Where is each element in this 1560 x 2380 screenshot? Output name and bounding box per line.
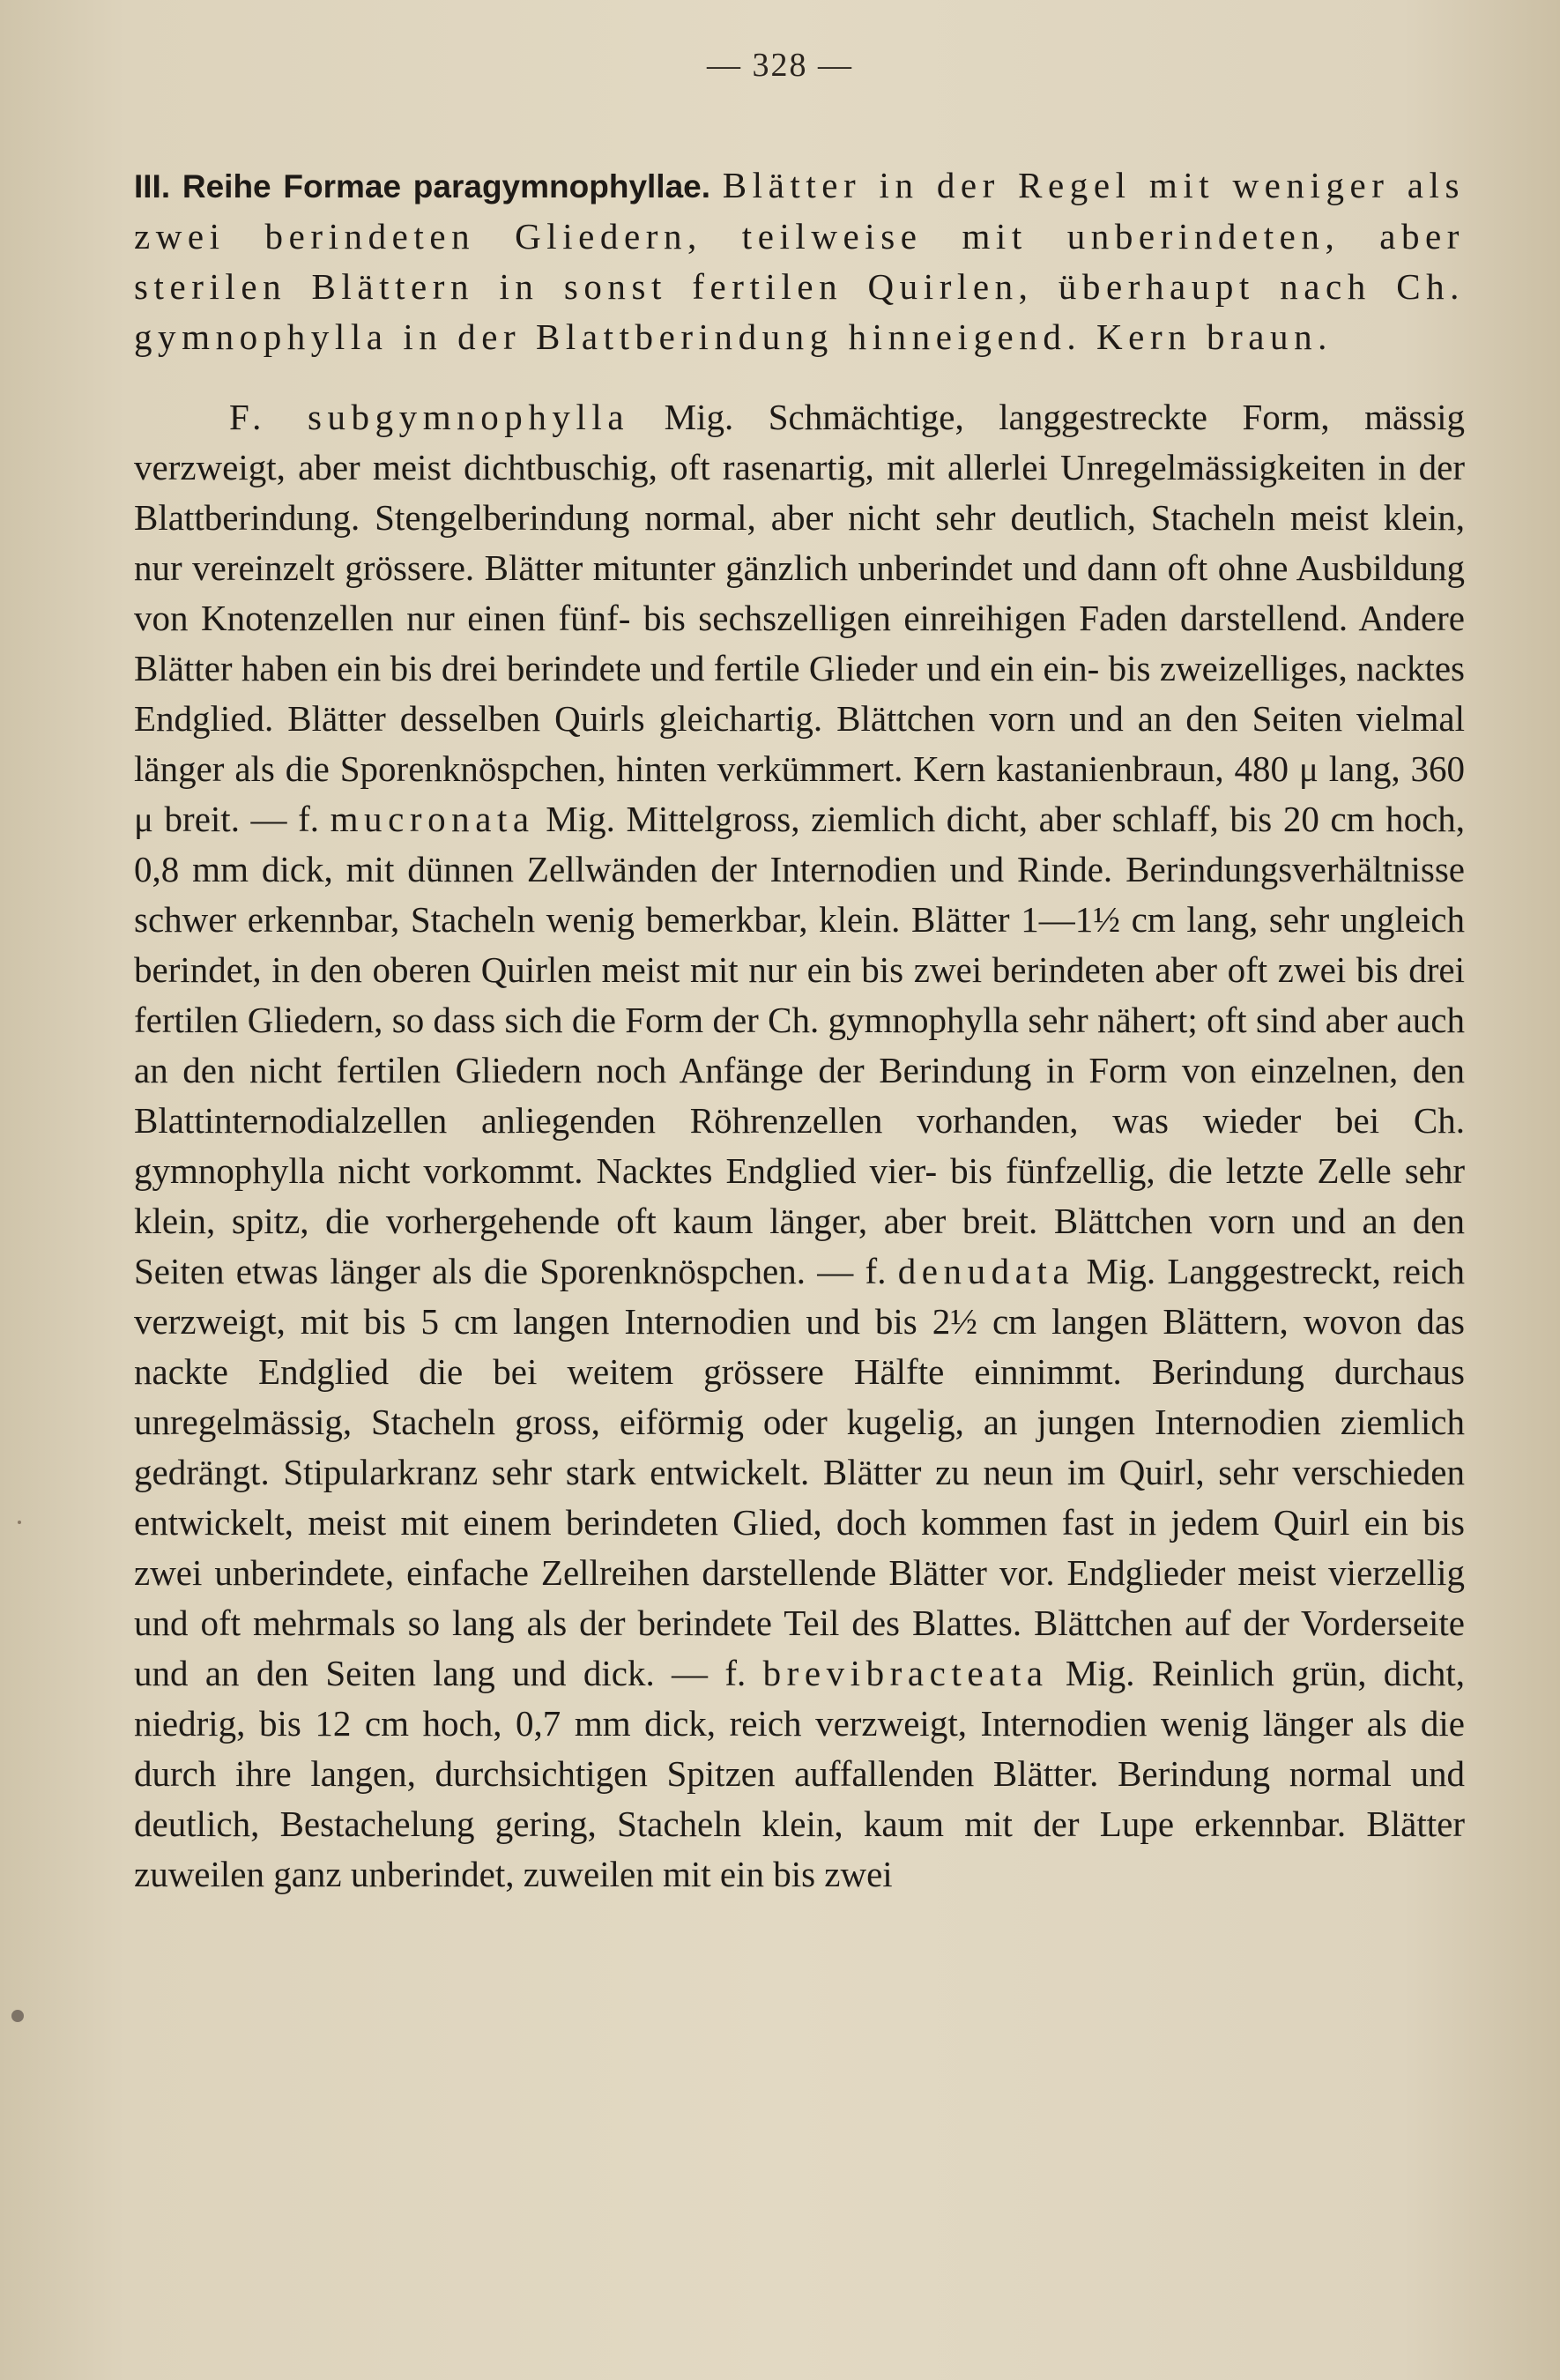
form-name-subgymnophylla: F. subgymnophylla xyxy=(229,397,630,437)
paragraph-forms xyxy=(134,392,1465,1900)
paragraph-series-heading xyxy=(134,160,1465,362)
section-heading: III. Reihe Formae paragymnophyllae. xyxy=(134,168,711,205)
form-name-mucronata: mucronata xyxy=(330,799,535,839)
page-body xyxy=(134,160,1465,1900)
form-text-denudata: Mig. Langgestreckt, reich verzweigt, mit bis 5 cm langen Internodien und bis 2½ cm langen Blättern, wovon das nackte Endglied die bei weitem grössere Hälfte einnimmt. Berindung durchaus unregelmässig, Stacheln gross, eiförmig oder kugelig, an jungen Internodien ziemlich gedrängt. Stipularkranz sehr stark entwickelt. Blätter zu neun im Quirl, sehr verschieden entwickelt, meist mit einem berindeten Glied, doch kommen fast in jedem Quirl ein bis zwei unberindete, einfache Zellreihen darstellende Blätter vor. Endglieder meist vierzellig und oft mehrmals so lang als der berindete Teil des Blattes. Blättchen auf der Vorderseite und an den Seiten lang und dick. — f. xyxy=(134,1251,1466,1693)
form-text-mucronata: Mig. Mittelgross, ziemlich dicht, aber schlaff, bis 20 cm hoch, 0,8 mm dick, mit dünnen Zellwänden der Internodien und Rinde. Berindungsverhältnisse schwer erkennbar, Stacheln wenig bemerkbar, klein. Blätter 1—1½ cm lang, sehr ungleich berindet, in den oberen Quirlen meist mit nur ein bis zwei berindeten aber oft zwei bis drei fertilen Gliedern, so dass sich die Form der Ch. gymnophylla sehr nähert; oft sind aber auch an den nicht fertilen Gliedern noch Anfänge der Berindung in Form von einzelnen, den Blattinternodialzellen anliegenden Röhrenzellen vorhanden, was wieder bei Ch. gymnophylla nicht vorkommt. Nacktes Endglied vier- bis fünfzellig, die letzte Zelle sehr klein, spitz, die vorhergehende oft kaum länger, aber breit. Blättchen vorn und an den Seiten etwas länger als die Sporenknöspchen. — f. xyxy=(134,799,1466,1291)
form-name-denudata: denudata xyxy=(897,1251,1075,1291)
section-description: Blätter in der Regel mit weniger als zwei berindeten Gliedern, teilweise mit unberindeten, aber sterilen Blättern in sonst fertilen Quirlen, überhaupt nach Ch. gymnophylla in der Blattberindung hinneigend. Kern braun. xyxy=(134,165,1465,357)
page-number: — 328 — xyxy=(707,47,853,84)
ink-spot xyxy=(11,2010,24,2022)
form-name-brevibracteata: brevibracteata xyxy=(762,1653,1049,1693)
form-text-subgymnophylla: Mig. Schmächtige, langgestreckte Form, mässig verzweigt, aber meist dichtbuschig, oft rasenartig, mit allerlei Unregelmässigkeiten in der Blattberindung. Stengelberindung normal, aber nicht sehr deutlich, Stacheln meist klein, nur vereinzelt grössere. Blätter mitunter gänzlich unberindet und dann oft ohne Ausbildung von Knotenzellen nur einen fünf- bis sechszelligen einreihigen Faden darstellend. Andere Blätter haben ein bis drei berindete und fertile Glieder und ein ein- bis zweizelliges, nacktes Endglied. Blätter desselben Quirls gleichartig. Blättchen vorn und an den Seiten vielmal länger als die Sporenknöspchen, hinten verkümmert. Kern kastanienbraun, 480 μ lang, 360 μ breit. — f. xyxy=(134,397,1465,839)
ink-spot-small xyxy=(18,1521,21,1524)
form-text-brevibracteata: Mig. Reinlich grün, dicht, niedrig, bis 12 cm hoch, 0,7 mm dick, reich verzweigt, Internodien wenig länger als die durch ihre langen, durchsichtigen Spitzen auffallenden Blätter. Berindung normal und deutlich, Bestachelung gering, Stacheln klein, kaum mit der Lupe erkennbar. Blätter zuweilen ganz unberindet, zuweilen mit ein bis zwei xyxy=(134,1653,1466,1894)
